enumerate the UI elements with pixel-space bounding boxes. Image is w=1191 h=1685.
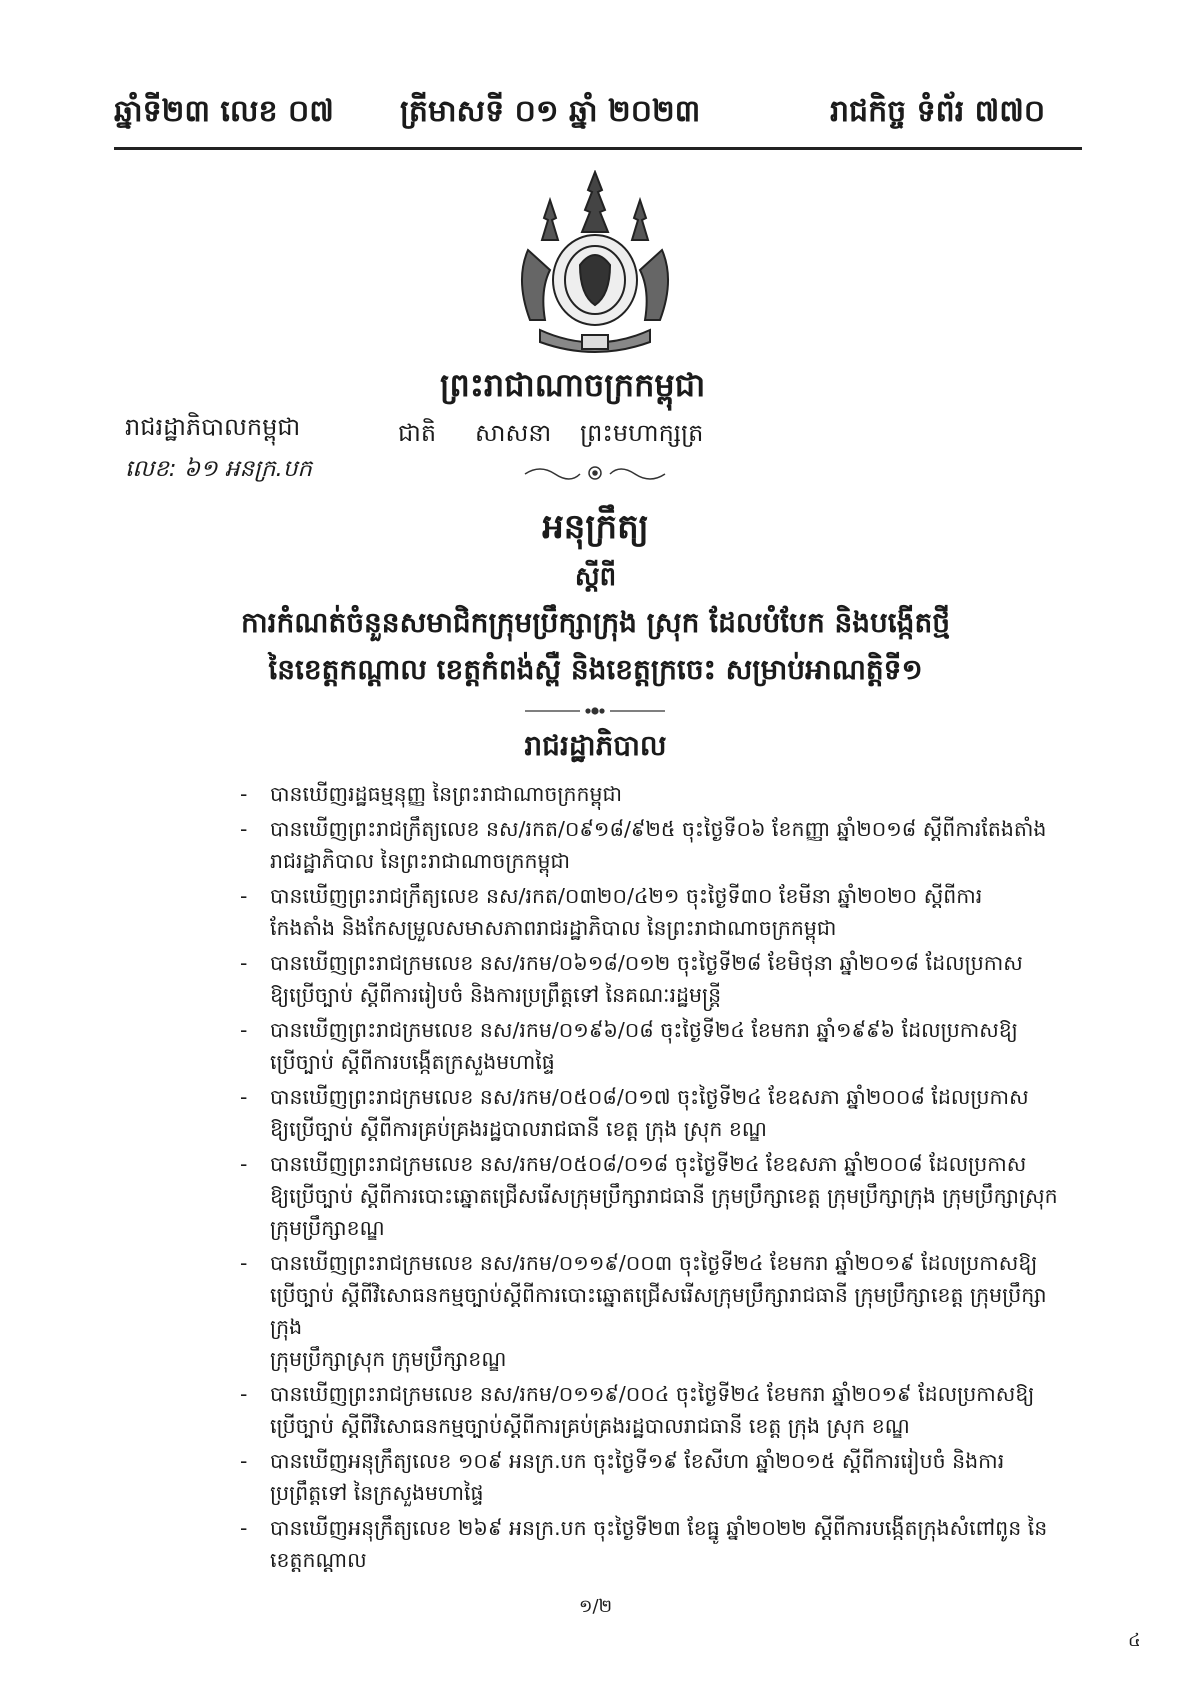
- list-item: - បានឃើញព្រះរាជក្រមលេខ នស/រកម/០៥០៨/០១៧ ចុះថ្ងៃទី២៤ ខែឧសភា ឆ្នាំ២០០៨ ដែលប្រកាស ឱ្យប្រើច្បាប់ ស្ដីពីការគ្រប់គ្រងរដ្ឋបាលរាជធានី ខេត្ត ក្រុង ស្រុក ខណ្ឌ: [236, 1081, 1066, 1145]
- header-gazette-page: រាជកិច្ច ទំព័រ ៧៧០: [830, 94, 1046, 129]
- list-item: - បានឃើញរដ្ឋធម្មនុញ្ញ នៃព្រះរាជាណាចក្រកម្ពុជា: [236, 778, 1066, 810]
- list-item: - បានឃើញព្រះរាជក្រឹត្យលេខ នស/រកត/០៩១៨/៩២៥ ចុះថ្ងៃទី០៦ ខែកញ្ញា ឆ្នាំ២០១៨ ស្ដីពីការតែងតាំង រាជរដ្ឋាភិបាល នៃព្រះរាជាណាចក្រកម្ពុជា: [236, 813, 1066, 877]
- list-item: - បានឃើញព្រះរាជក្រមលេខ នស/រកម/០៦១៨/០១២ ចុះថ្ងៃទី២៨ ខែមិថុនា ឆ្នាំ២០១៨ ដែលប្រកាស ឱ្យប្រើច្បាប់ ស្ដីពីការរៀបចំ និងការប្រព្រឹត្តទៅ នៃគណៈរដ្ឋមន្ត្រី: [236, 947, 1066, 1011]
- ornament-divider-icon: [520, 462, 670, 484]
- list-item: - បានឃើញព្រះរាជក្រមលេខ នស/រកម/០១១៩/០០៤ ចុះថ្ងៃទី២៤ ខែមករា ឆ្នាំ២០១៩ ដែលប្រកាសឱ្យ ប្រើច្បាប់ ស្ដីពីវិសោធនកម្មច្បាប់ស្ដីពីការគ្រប់គ្រងរដ្ឋបាលរាជធានី ខេត្ត ក្រុង ស្រុក ខណ្ឌ: [236, 1378, 1066, 1442]
- header-date: ត្រីមាសទី ០១ ឆ្នាំ ២០២៣: [400, 94, 701, 129]
- issuing-body-heading: រាជរដ្ឋាភិបាល: [524, 729, 667, 762]
- document-about: ស្ដីពី: [574, 562, 617, 592]
- page-number: ១/២: [578, 1596, 613, 1617]
- motto-king: ព្រះមហាក្សត្រ: [580, 419, 704, 447]
- list-item: - បានឃើញព្រះរាជក្រមលេខ នស/រកម/០១៩៦/០៨ ចុះថ្ងៃទី២៤ ខែមករា ឆ្នាំ១៩៩៦ ដែលប្រកាសឱ្យ ប្រើច្បាប់ ស្ដីពីការបង្កើតក្រសួងមហាផ្ទៃ: [236, 1014, 1066, 1078]
- document-title-line-2: នៃខេត្តកណ្ដាល ខេត្តកំពង់ស្ពឺ និងខេត្តក្រចេះ សម្រាប់អាណត្តិទី១: [268, 653, 923, 686]
- document-type: អនុក្រឹត្យ: [542, 507, 649, 547]
- list-item: - បានឃើញអនុក្រឹត្យលេខ ២៦៩ អនក្រ.បក ចុះថ្ងៃទី២៣ ខែធ្នូ ឆ្នាំ២០២២ ស្ដីពីការបង្កើតក្រុងសំពៅពូន នៃ ខេត្តកណ្ដាល: [236, 1512, 1066, 1576]
- motto-religion: សាសនា: [475, 419, 552, 447]
- document-title-line-1: ការកំណត់ចំនួនសមាជិកក្រុមប្រឹក្សាក្រុង ស្រុក ដែលបំបែក និងបង្កើតថ្មី: [240, 606, 950, 639]
- motto-nation: ជាតិ: [398, 419, 437, 447]
- issuer-name: រាជរដ្ឋាភិបាលកម្ពុជា: [125, 413, 301, 441]
- document-number: លេខ: ៦១ អនក្រ.បក: [125, 456, 313, 482]
- corner-mark: ៤: [1128, 1630, 1141, 1651]
- list-item: - បានឃើញព្រះរាជក្រឹត្យលេខ នស/រកត/០៣២០/៤២១ ចុះថ្ងៃទី៣០ ខែមីនា ឆ្នាំ២០២០ ស្ដីពីការ កែងតាំង និងកែសម្រួលសមាសភាពរាជរដ្ឋាភិបាល នៃព្រះរាជាណាចក្រកម្ពុជា: [236, 880, 1066, 944]
- list-item: - បានឃើញអនុក្រឹត្យលេខ ១០៩ អនក្រ.បក ចុះថ្ងៃទី១៩ ខែសីហា ឆ្នាំ២០១៥ ស្ដីពីការរៀបចំ និងការ ប្រព្រឹត្តទៅ នៃក្រសួងមហាផ្ទៃ: [236, 1445, 1066, 1509]
- header-rule: [114, 147, 1082, 150]
- header-year-issue: ឆ្នាំទី២៣ លេខ ០៧: [114, 94, 334, 129]
- line-divider-icon: [520, 704, 670, 718]
- preamble-list: [236, 778, 1066, 1579]
- kingdom-name: ព្រះរាជាណាចក្រកម្ពុជា: [440, 366, 706, 404]
- list-item: - បានឃើញព្រះរាជក្រមលេខ នស/រកម/០៥០៨/០១៨ ចុះថ្ងៃទី២៤ ខែឧសភា ឆ្នាំ២០០៨ ដែលប្រកាស ឱ្យប្រើច្បាប់ ស្ដីពីការបោះឆ្នោតជ្រើសរើសក្រុមប្រឹក្សារាជធានី ក្រុមប្រឹក្សាខេត្ត ក្រុមប្រឹក្សាក្រុង ក្រុមប្រឹក្សាស្រុក ក្រុមប្រឹក្សាខណ្ឌ: [236, 1148, 1066, 1244]
- list-item: - បានឃើញព្រះរាជក្រមលេខ នស/រកម/០១១៩/០០៣ ចុះថ្ងៃទី២៤ ខែមករា ឆ្នាំ២០១៩ ដែលប្រកាសឱ្យ ប្រើច្បាប់ ស្ដីពីវិសោធនកម្មច្បាប់ស្ដីពីការបោះឆ្នោតជ្រើសរើសក្រុមប្រឹក្សារាជធានី ក្រុមប្រឹក្សាខេត្ត ក្រុមប្រឹក្សាក្រុង ក្រុមប្រឹក្សាស្រុក ក្រុមប្រឹក្សាខណ្ឌ: [236, 1247, 1066, 1375]
- royal-emblem-icon: [510, 170, 680, 360]
